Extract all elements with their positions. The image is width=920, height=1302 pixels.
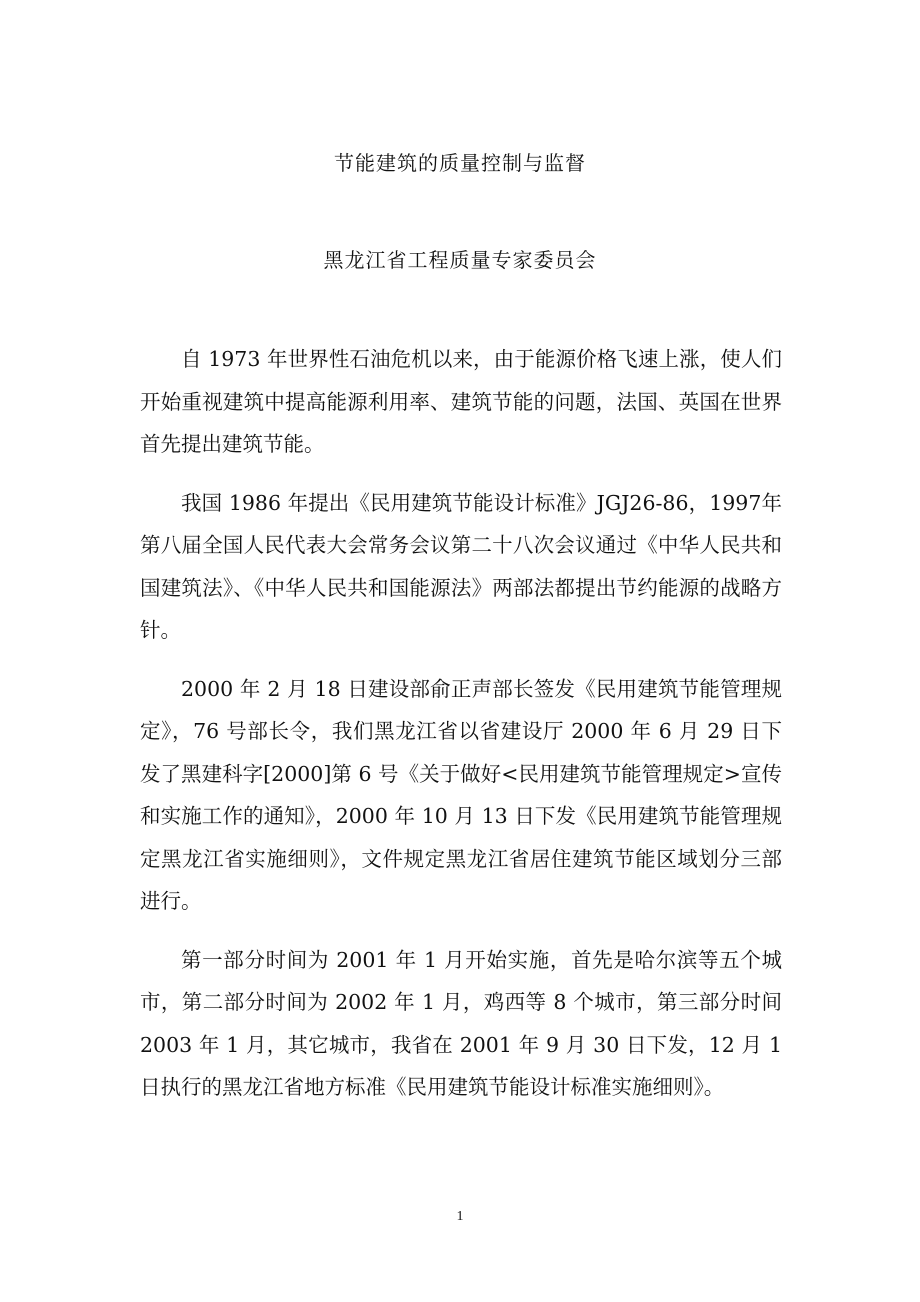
document-body — [140, 338, 782, 1125]
document-title: 节能建筑的质量控制与监督 — [334, 151, 586, 175]
page-number: 1 — [456, 1209, 464, 1224]
paragraph-4: 第一部分时间为 2001 年 1 月开始实施，首先是哈尔滨等五个城市，第二部分时间为 2002 年 1 月，鸡西等 8 个城市，第三部分时间 2003 年 1 月，其它城市，我省在 2001 年 9 月 30 日下发，12 月 1 日执行的黑龙江省地方标准《民用建筑节能设计标准实施细则》。 — [140, 947, 782, 1099]
paragraph-3: 2000 年 2 月 18 日建设部俞正声部长签发《民用建筑节能管理规定》，76 号部长令，我们黑龙江省以省建设厅 2000 年 6 月 29 日下发了黑建科字[2000]第 6 号《关于做好<民用建筑节能管理规定>宣传和实施工作的通知》，2000 年 10 月 13 日下发《民用建筑节能管理规定黑龙江省实施细则》，文件规定黑龙江省居住建筑节能区域划分三部进行。 — [140, 676, 782, 913]
paragraph-2: 我国 1986 年提出《民用建筑节能设计标准》JGJ26-86，1997年第八届全国人民代表大会常务会议第二十八次会议通过《中华人民共和国建筑法》、《中华人民共和国能源法》两部法都提出节约能源的战略方针。 — [140, 490, 782, 642]
document-author: 黑龙江省工程质量专家委员会 — [323, 248, 597, 272]
paragraph-1: 自 1973 年世界性石油危机以来，由于能源价格飞速上涨，使人们开始重视建筑中提高能源利用率、建筑节能的问题，法国、英国在世界首先提出建筑节能。 — [140, 347, 782, 456]
